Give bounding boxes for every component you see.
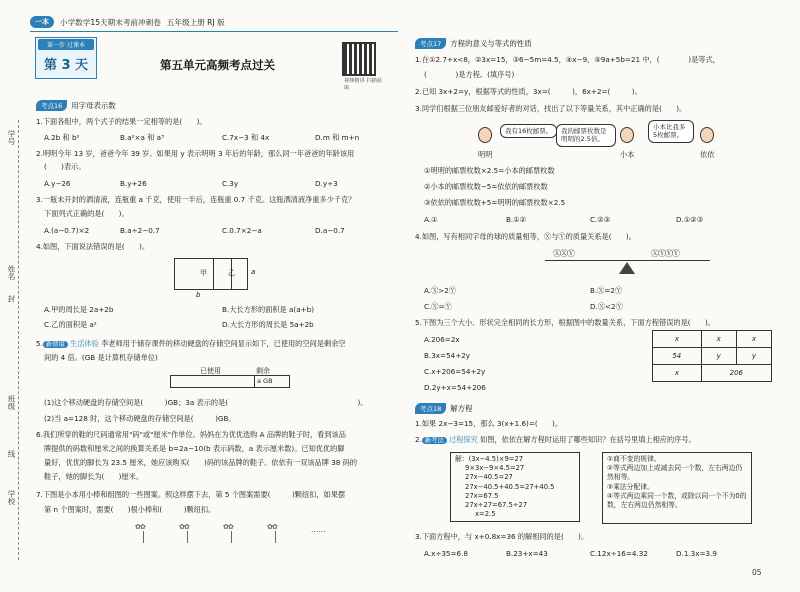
option: A.2b 和 b²	[44, 133, 80, 142]
speech-bubble: 小本比我多5枚邮票。	[648, 120, 694, 143]
topic-label: 生活体验	[70, 339, 99, 348]
cell: 54	[653, 348, 702, 365]
pattern-1	[135, 525, 153, 543]
stick-patterns	[135, 525, 325, 543]
option: A.Ⓧ>2Ⓨ	[424, 286, 457, 295]
knowledge-item: ②等式两边加上或减去同一个数，左右两边仍然相等。	[607, 464, 743, 482]
option: B.a²×a 和 a³	[120, 133, 164, 142]
margin-label: 线	[7, 450, 16, 458]
question-text: 3.一瓶未开封的洒清液，连瓶重 a 千克，使用一半后，连瓶重 0.7 千克。这瓶洒清液净重多少千克？	[36, 195, 356, 204]
option: A.206=2x	[424, 335, 460, 344]
cell: x	[653, 365, 702, 382]
question-text: 4.如图，下面说法错误的是( )。	[36, 242, 150, 251]
question-text-part: 李老师用于储存课件的移动硬盘的存储空间显示如下，已使用的空间是剩余空	[101, 339, 346, 348]
option: C.7x−3 和 4x	[222, 133, 270, 142]
option: D.a−0.7	[315, 226, 345, 235]
figure-label: 乙	[228, 269, 235, 277]
cell: x	[701, 331, 736, 348]
day-number: 第 3 天	[43, 58, 89, 73]
kid-mingming-avatar	[478, 127, 492, 143]
option: D.m 和 m+n	[315, 133, 360, 142]
section-17-header	[415, 38, 532, 49]
section-18-header	[415, 403, 472, 414]
topic-label: 过程探究	[449, 435, 478, 444]
question-text: 3.同学们根据三位朋友邮爱好者的对话，找出了以下等量关系，其中正确的是( )。	[415, 104, 687, 113]
question-text: ( )是方程。(填序号)	[424, 70, 515, 79]
series-title: 小学数学15天期末考前冲刺卷	[60, 17, 161, 27]
balance-pivot	[619, 262, 635, 274]
question-text-part: 如图，依依在解方程时运用了哪些知识？在括号里填上相应的序号。	[480, 435, 696, 444]
statement: ③依依的邮票枚数+5=明明的邮票枚数×2.5	[424, 198, 566, 207]
option: A.甲的周长是 2a+2b	[44, 305, 114, 314]
margin-label: 学校	[7, 490, 16, 505]
cell: y	[701, 348, 736, 365]
section-name: 解方程	[450, 404, 473, 413]
figure-label: b	[196, 291, 201, 299]
option: A.①	[424, 215, 438, 224]
cell: y	[736, 348, 771, 365]
left-pan-balls: ⓍⓍⓎ	[553, 249, 574, 258]
option: D.2y+x=54+206	[424, 383, 486, 392]
kid-name: 依依	[700, 150, 715, 159]
question-text: 7.下图是小本用小棒和组图的一些图案。照这样摆下去，第 5 个图案需要( )颗纽扣，如果摆	[36, 490, 346, 499]
section-name: 用字母表示数	[71, 101, 116, 110]
page-title: 第五单元高频考点过关	[160, 58, 275, 72]
option: C.12x÷16=4.32	[590, 549, 648, 558]
knowledge-item: ③乘法分配律。	[607, 482, 654, 491]
option: B.大长方形的面积是 a(a+b)	[222, 305, 315, 314]
margin-label: 学号	[7, 130, 16, 145]
option: A.y−26	[44, 179, 71, 188]
step: x=2.5	[475, 510, 496, 519]
question-text: (2)当 a=128 时，这个移动硬盘的存储空间是( )GB。	[44, 414, 236, 423]
question-text: 6.我们所穿的鞋的尺码通常用"码"或"厘米"作单位。妈妈在为优优选购 A 品牌的鞋子时，看到该品	[36, 430, 346, 439]
kid-name: 明明	[478, 150, 493, 159]
new-method-tag: 新考法	[422, 437, 447, 444]
day-step-label: 第一步 过课本	[38, 39, 94, 50]
section-tag: 考点16	[36, 100, 67, 111]
qr-code-icon[interactable]	[342, 42, 376, 76]
figure-label: 甲	[200, 269, 207, 277]
page-number: 05	[752, 568, 762, 577]
margin-label: 姓名	[7, 265, 16, 280]
question-text: 下面列式正确的是( )。	[44, 209, 129, 218]
knowledge-item: ④等式两边乘同一个数，或除以同一个不为0的数，左右两边仍然相等。	[607, 491, 747, 509]
binding-margin	[6, 120, 20, 560]
brand-badge: 一本	[30, 16, 54, 28]
option: A.x÷35=6.8	[424, 549, 468, 558]
option: C.Ⓧ=Ⓨ	[424, 302, 452, 311]
option: C.0.7×2−a	[222, 226, 262, 235]
cell: 206	[701, 365, 771, 382]
section-tag: 考点18	[415, 403, 446, 414]
step: 27x÷27=67.5÷27	[465, 500, 528, 509]
option: C.乙的面积是 a²	[44, 320, 97, 329]
cell: x	[736, 331, 771, 348]
knowledge-list	[602, 452, 752, 524]
option: B.Ⓧ=2Ⓨ	[590, 286, 623, 295]
section-tag: 考点17	[415, 38, 446, 49]
qr-caption: 视频精讲 扫描获取	[344, 78, 382, 91]
speech-bubble: 我的邮票枚数是明明的2.5倍。	[556, 124, 616, 147]
step: 27x−40.5+40.5=27+40.5	[465, 482, 555, 491]
pattern-3	[223, 525, 241, 543]
section-16-header	[36, 100, 116, 111]
question-text: 3.下面方程中，与 x+0.8x=36 的解相同的是( )。	[415, 532, 589, 541]
option: B.a÷2−0.7	[120, 226, 160, 235]
balance-figure	[545, 246, 710, 276]
speech-bubble: 我有16枚邮票。	[500, 124, 557, 138]
storage-rest-value: a GB	[257, 377, 273, 385]
question-text: 鞋子，她的脚长为( )厘米。	[44, 472, 144, 481]
divider	[213, 259, 214, 289]
option: A.(a−0.7)×2	[44, 226, 90, 235]
option: D.1.3x=3.9	[676, 549, 717, 558]
option: D.Ⓧ<2Ⓨ	[590, 302, 623, 311]
rectangles-figure	[652, 330, 772, 382]
option: B.3x=54+2y	[424, 351, 471, 360]
cell: x	[653, 331, 702, 348]
right-pan-balls: ⓍⓎⓎⓎ	[651, 249, 679, 258]
option: D.大长方形的周长是 5a+2b	[222, 320, 314, 329]
question-text: 2.已知 3x+2=y，根据等式的性质，3x=( )，6x+2=( )。	[415, 87, 642, 96]
storage-used-label: 已使用	[200, 367, 221, 375]
new-context-tag: 新情境	[43, 341, 68, 348]
rectangle-figure	[174, 258, 248, 290]
question-text: 量好，优优的脚长为 23.5 厘米，她应该购买( )码的该品牌的鞋子。依依有一双该品牌 38 码的	[44, 458, 358, 467]
kid-name: 小本	[620, 150, 635, 159]
header-bar	[30, 15, 225, 29]
option: B.y+26	[120, 179, 147, 188]
question-text: 5.下图为三个大小、形状完全相同的长方形，根据图中的数量关系，下面方程错误的是( )。	[415, 318, 715, 327]
option: C.3y	[222, 179, 239, 188]
question-text: (1)这个移动硬盘的存储空间是( )GB；3a 表示的是( )。	[44, 398, 368, 407]
option: C.x+206=54+2y	[424, 367, 486, 376]
step: 27x=67.5	[465, 491, 499, 500]
pattern-2	[179, 525, 197, 543]
option: D.y÷3	[315, 179, 338, 188]
storage-bar	[170, 375, 290, 388]
option: B.23+x=43	[506, 549, 548, 558]
balance-beam	[545, 260, 710, 261]
kid-yiyi-avatar	[700, 127, 714, 143]
statement: ②小本的邮票枚数−5=依依的邮票枚数	[424, 182, 548, 191]
statement: ①明明的邮票枚数×2.5=小本的邮票枚数	[424, 166, 555, 175]
pattern-4	[267, 525, 285, 543]
knowledge-item: ①商不变的规律。	[607, 455, 661, 463]
step: 27x−40.5=27	[465, 473, 513, 482]
ellipsis: ……	[311, 525, 326, 534]
margin-label: 班级	[7, 395, 16, 410]
cut-line	[18, 120, 19, 560]
section-name: 方程的意义与等式的性质	[450, 39, 532, 48]
question-text: 牌提供的码数和厘米之间的换算关系是 b=2a−10(b 表示码数，a 表示厘米数)。已知优优的脚	[44, 444, 345, 453]
header-rule	[30, 31, 398, 32]
question-text: 1.在①2.7+x<8，②3x=15，③6−5m=4.5，④x−9，⑤9a+5b=21 中，( )是等式，	[415, 55, 720, 64]
option: C.②③	[590, 215, 611, 224]
question-text: 2.明明今年 13 岁，爸爸今年 39 岁。如果用 y 表示明明 3 年后的年龄，那么同一年爸爸的年龄该用	[36, 149, 355, 158]
grade-label: 五年级上册 RJ 版	[166, 17, 225, 27]
question-text: 1.下面各组中，两个式子的结果一定相等的是( )。	[36, 117, 207, 126]
day-box	[35, 37, 97, 79]
question-text: ( )表示。	[44, 162, 86, 171]
solution-steps	[450, 452, 580, 522]
kid-xiaoben-avatar	[620, 127, 634, 143]
question-text: 4.如图，写有相同字母的球的质量相等，Ⓧ与Ⓨ的质量关系是( )。	[415, 232, 636, 241]
question-text: 2. 新考法 过程探究 如图，依依在解方程时运用了哪些知识？在括号里填上相应的序号。	[415, 435, 696, 444]
question-text: 5. 新情境 生活体验 李老师用于储存课件的移动硬盘的存储空间显示如下，已使用的空间是剩余空	[36, 339, 346, 348]
question-text: 第 n 个图案时，需要( )根小棒和( )颗纽扣。	[44, 505, 216, 514]
margin-label: 封	[7, 295, 16, 303]
option: D.①②③	[676, 215, 704, 224]
question-text: 1.如果 2x−3=15，那么 3(x+1.6)=( )。	[415, 419, 563, 428]
question-text: 间的 4 倍。(GB 是计算机存储单位)	[44, 353, 158, 362]
storage-rest-label: 剩余	[256, 367, 270, 375]
step: 9×3x−9×4.5=27	[465, 464, 525, 473]
storage-used	[171, 376, 255, 387]
step: 解：(3x−4.5)×9=27	[455, 455, 524, 463]
option: B.①②	[506, 215, 527, 224]
figure-label: a	[251, 268, 256, 276]
